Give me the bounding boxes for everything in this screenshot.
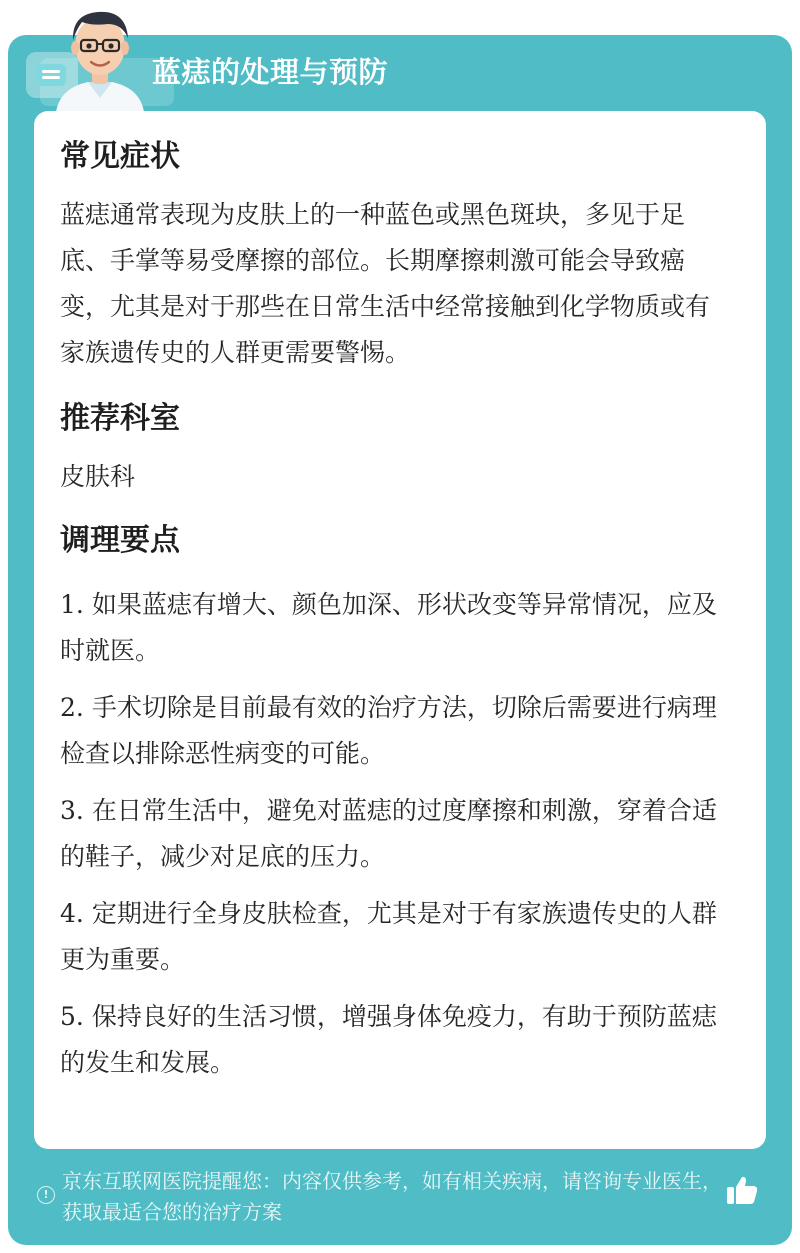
list-item [60, 685, 728, 777]
list-item-number: 3. [60, 796, 84, 825]
list-item [60, 582, 728, 674]
list-item-text: 保持良好的生活习惯，增强身体免疫力，有助于预防蓝痣的发生和发展。 [60, 1002, 717, 1077]
list-item-number: 4. [60, 899, 84, 928]
list-item-text: 定期进行全身皮肤检查，尤其是对于有家族遗传史的人群更为重要。 [60, 899, 717, 974]
page-title: 蓝痣的处理与预防 [152, 55, 389, 89]
care-list [60, 582, 728, 1086]
thumbs-up-icon[interactable] [724, 1172, 760, 1208]
list-item-text: 手术切除是目前最有效的治疗方法，切除后需要进行病理检查以排除恶性病变的可能。 [60, 693, 717, 768]
article-content [60, 128, 728, 1097]
list-item-number: 1. [60, 590, 84, 619]
list-item [60, 788, 728, 880]
list-item-number: 2. [60, 693, 84, 722]
footer-disclaimer: 京东互联网医院提醒您：内容仅供参考，如有相关疾病，请咨询专业医生，获取最适合您的治疗方案 [62, 1169, 722, 1224]
symptoms-body: 蓝痣通常表现为皮肤上的一种蓝色或黑色斑块，多见于足底、手掌等易受摩擦的部位。长期摩擦刺激可能会导致癌变，尤其是对于那些在日常生活中经常接触到化学物质或有家族遗传史的人群更需要警惕。 [60, 200, 711, 367]
list-item-text: 在日常生活中，避免对蓝痣的过度摩擦和刺激，穿着合适的鞋子，减少对足底的压力。 [60, 796, 717, 871]
care-title: 调理要点 [60, 523, 180, 558]
list-item-text: 如果蓝痣有增大、颜色加深、形状改变等异常情况，应及时就医。 [60, 590, 717, 665]
department-title: 推荐科室 [60, 401, 180, 436]
info-icon: ! [37, 1186, 55, 1204]
department-body: 皮肤科 [60, 462, 136, 491]
list-item [60, 891, 728, 983]
doctor-avatar [48, 2, 152, 112]
list-item [60, 994, 728, 1086]
symptoms-title: 常见症状 [60, 139, 180, 174]
list-item-number: 5. [60, 1002, 84, 1031]
